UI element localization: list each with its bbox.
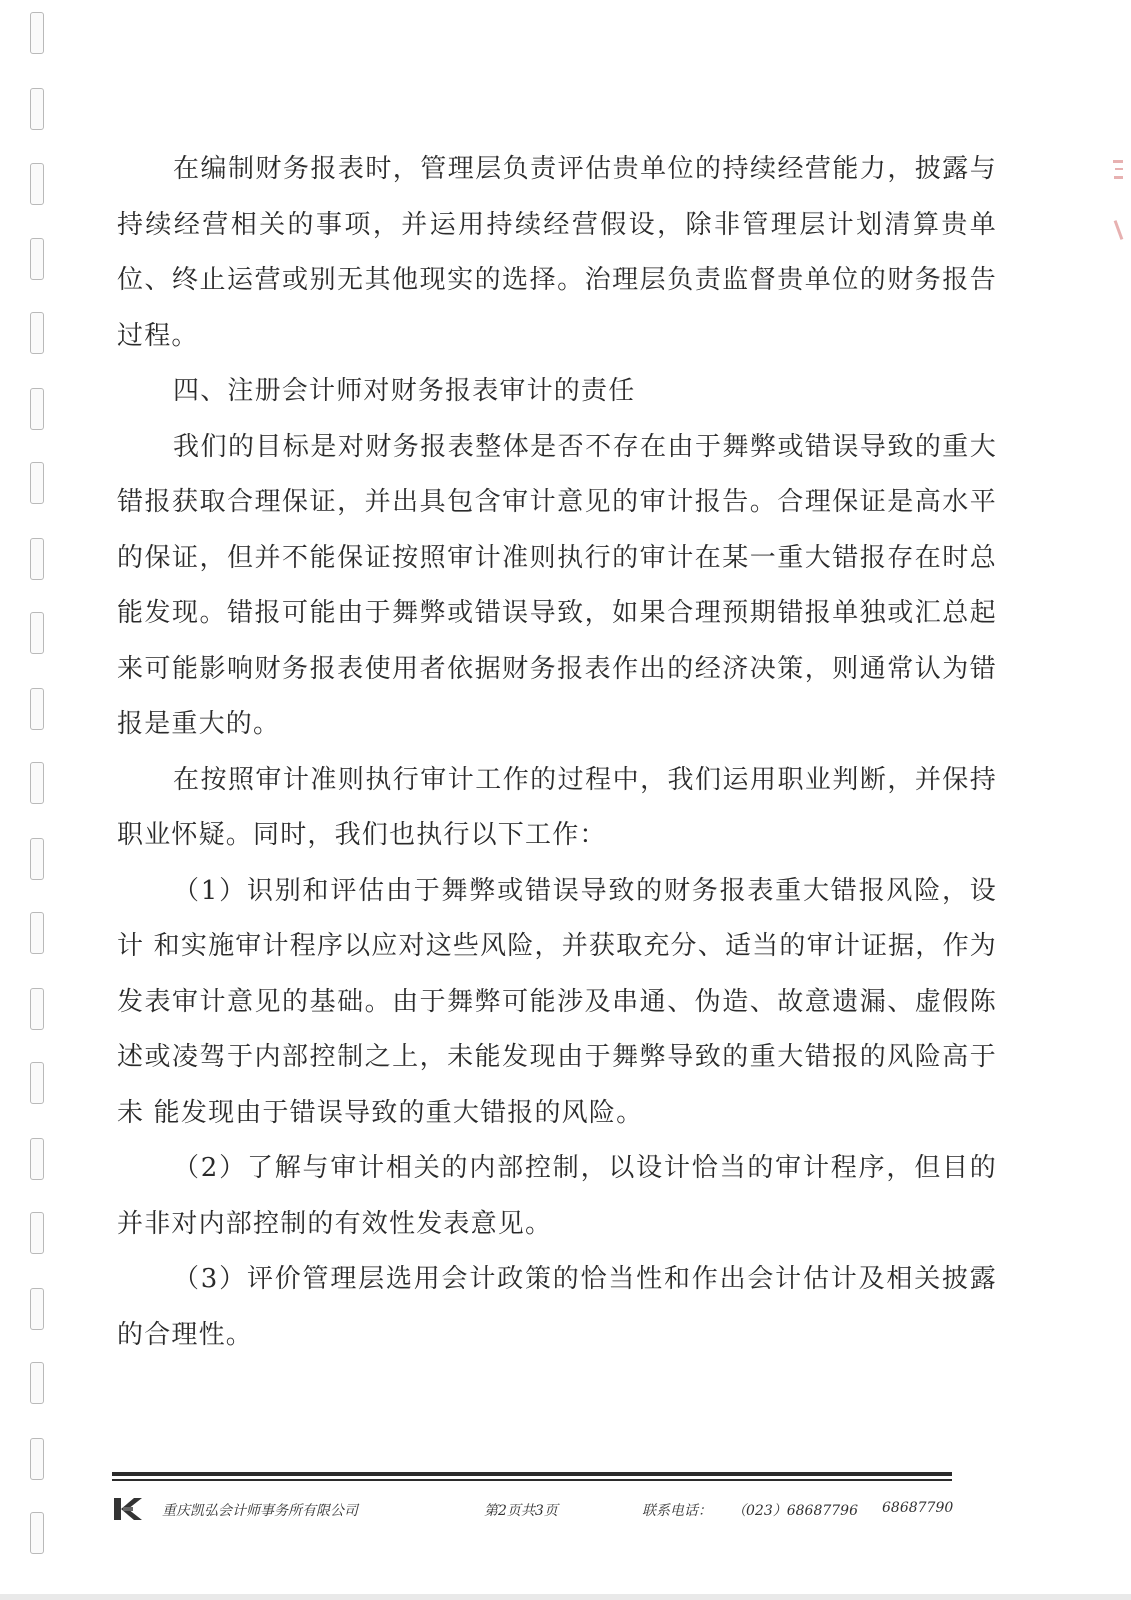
section-heading-auditor-responsibility: 四、注册会计师对财务报表审计的责任 (173, 376, 636, 406)
binding-hole (30, 238, 44, 280)
binding-hole (30, 462, 44, 504)
paragraph-audit-objective: 我们的目标是对财务报表整体是否不存在由于舞弊或错误导致的重大错报获取合理保证，并出具包含审计意见的审计报告。合理保证是高水平的保证，但并不能保证按照审计准则执行的审计在某一重大错报存在时总能发现。错报可能由于舞弊或错误导致，如果合理预期错报单独或汇总起来可能影响财务报表使用者依据财务报表作出的经济决策，则通常认为错报是重大的。 (117, 431, 997, 739)
binding-hole (30, 163, 44, 205)
phone-label: 联系电话： (642, 1503, 712, 1519)
binding-hole (30, 88, 44, 130)
scan-bottom-edge (0, 1594, 1131, 1600)
binding-hole (30, 388, 44, 430)
firm-logo-icon (112, 1496, 144, 1522)
binding-hole (30, 688, 44, 730)
binding-hole (30, 988, 44, 1030)
phone-number-2: 68687790 (882, 1500, 954, 1516)
binding-hole (30, 538, 44, 580)
firm-name: 重庆凯弘会计师事务所有限公司 (162, 1503, 358, 1519)
paragraph-item-1: （1）识别和评估由于舞弊或错误导致的财务报表重大错报风险，设计 和实施审计程序以应对这些风险，并获取充分、适当的审计证据，作为发表审计意见的基础。由于舞弊可能涉及串通、伪造、故意遗漏、虚假陈述或凌驾于内部控制之上，未能发现由于舞弊导致的重大错报的风险高于未 能发现由于错误导致的重大错报的风险。 (117, 875, 997, 1128)
binding-hole (30, 1512, 44, 1554)
binding-holes (22, 0, 48, 1600)
footer-rule (112, 1472, 952, 1481)
binding-hole (30, 1062, 44, 1104)
binding-hole (30, 838, 44, 880)
binding-hole (30, 612, 44, 654)
binding-hole (30, 1138, 44, 1180)
binding-hole (30, 762, 44, 804)
page-footer (112, 1496, 952, 1526)
page-number: 第2页共3页 (484, 1503, 558, 1519)
binding-hole (30, 312, 44, 354)
paragraph-item-2: （2）了解与审计相关的内部控制，以设计恰当的审计程序，但目的并非对内部控制的有效性发表意见。 (117, 1153, 997, 1239)
phone-number-1: （023）68687796 (732, 1503, 858, 1519)
binding-hole (30, 1438, 44, 1480)
seal-edge-mark (1111, 150, 1125, 250)
paragraph-professional-judgment: 在按照审计准则执行审计工作的过程中，我们运用职业判断，并保持职业怀疑。同时，我们也执行以下工作： (117, 764, 997, 850)
paragraph-going-concern: 在编制财务报表时，管理层负责评估贵单位的持续经营能力，披露与持续经营相关的事项，并运用持续经营假设，除非管理层计划清算贵单位、终止运营或别无其他现实的选择。治理层负责监督贵单位的财务报告过程。 (117, 154, 997, 351)
binding-hole (30, 912, 44, 954)
binding-hole (30, 1362, 44, 1404)
binding-hole (30, 12, 44, 54)
binding-hole (30, 1212, 44, 1254)
paragraph-item-3: （3）评价管理层选用会计政策的恰当性和作出会计估计及相关披露的合理性。 (117, 1264, 997, 1350)
report-body (117, 142, 997, 1363)
binding-hole (30, 1288, 44, 1330)
